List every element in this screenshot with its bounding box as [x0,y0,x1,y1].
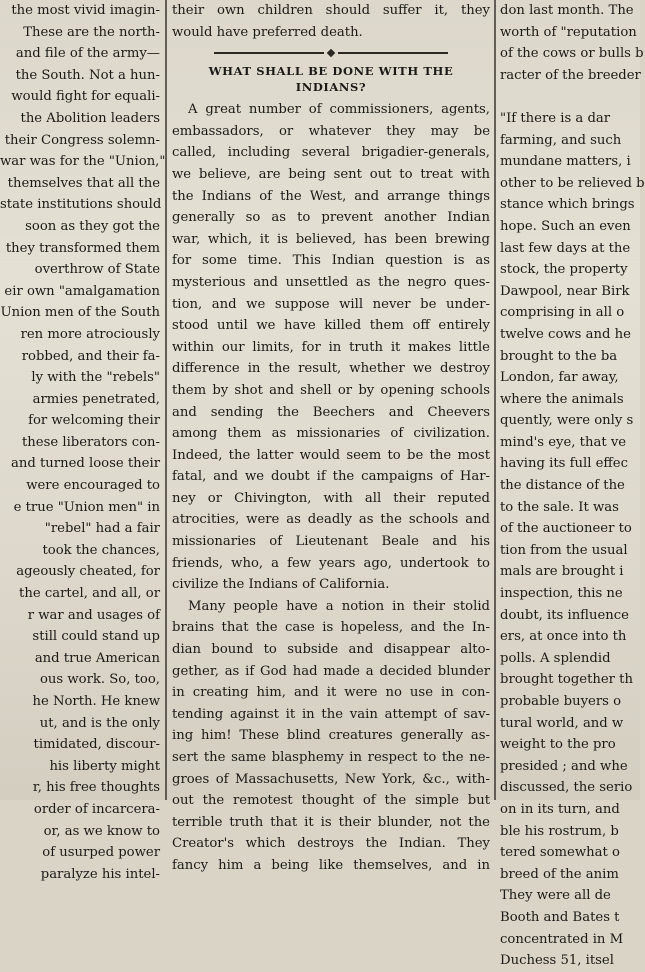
left-column-line: his liberty might [49,758,160,774]
right-column-line: hope. Such an even [500,218,631,234]
right-column-line: where the animals [500,391,624,407]
paragraph-1-line: difference in the result, whether we destroy [172,361,490,377]
right-column-line: inspection, this ne [500,586,623,602]
left-column-line: "rebel" had a fair [44,521,160,537]
right-column-line: having its full effec [500,456,628,472]
right-column-line: stance which brings [500,197,635,213]
right-column-line: probable buyers o [500,694,622,709]
left-column-line: they transformed them [5,240,160,256]
left-column-line: the most vivid imagin- [11,3,160,18]
left-column-line: soon as they got the [25,218,160,234]
paragraph-2-line: out the remotest thought of the simple but [172,793,490,809]
paragraph-2-line: groes of Massachusetts, New York, &c., with- [172,771,490,787]
preceding-article-line: would have preferred death. [172,24,363,40]
paragraph-1-line: war, which, it is believed, has been brewing [172,231,490,247]
right-column-line: quently, were only s [500,413,634,429]
right-column-line: presided ; and whe [500,758,628,774]
right-column-line: the distance of the [500,478,625,494]
left-column-line: still could stand up [32,629,160,645]
left-column-line: the cartel, and all, or [19,586,160,602]
right-column-line: stock, the property [500,262,628,278]
right-column-line: of the cows or bulls b [500,46,644,62]
paragraph-2-line: brains that the case is hopeless, and the In- [172,620,490,636]
right-column-line: on in its turn, and [500,801,620,817]
left-column-line: ut, and is the only [39,715,160,731]
paragraph-2-line: sert the same blasphemy in respect to the ne- [172,750,490,765]
left-column-line: r war and usages of [27,607,160,623]
paragraph-2-line: tending against it in the vain attempt of sav- [172,706,490,722]
paragraph-1-line: civilize the Indians of California. [172,577,390,593]
left-column-line: r, his free thoughts [32,780,160,796]
left-column-line: the South. Not a hun- [15,67,160,83]
right-column-line: worth of "reputation [500,24,637,40]
right-column-line: tered somewhat o [500,845,620,861]
paragraph-1-line: generally so as to prevent another Indian [172,210,490,226]
paragraph-1-line: friends, who, a few years ago, undertook to [172,555,490,571]
left-column-line: of usurped power [42,845,160,861]
left-column-line: eir own "amalgamation [4,283,160,299]
right-column-line: brought together th [500,672,633,688]
right-column-line: polls. A splendid [500,650,611,666]
right-column-line: mind's eye, that ve [500,434,627,450]
right-column-line [500,86,640,108]
right-column-line: last few days at the [500,240,631,256]
column-rule-right [494,0,496,800]
paragraph-2-line: in creating him, and it were no use in con- [172,685,490,701]
left-column-line: took the chances, [42,542,160,558]
left-column-line: war was for the "Union," [0,154,166,170]
left-column-line: ageously cheated, for [16,564,160,580]
paragraph-1-line: and sending the Beechers and Cheevers [172,404,490,420]
right-column-line: to the sale. It was [500,499,619,515]
right-column-line: concentrated in M [500,931,624,947]
left-column-line: and true American [34,650,160,666]
paragraph-1-line: among them as missionaries of civilization. [172,426,490,442]
right-column-line: Dawpool, near Birk [500,283,630,299]
paragraph-1-line: called, including several brigadier-generals, [172,145,490,161]
right-column-line: tural world, and w [500,715,624,731]
paragraph-1-line: embassadors, or whatever they may be [172,123,490,139]
left-column-line: and file of the army— [15,46,160,62]
paragraph-1-line: mysterious and unsettled as the negro ques- [172,274,490,290]
left-column-line: timidated, discour- [33,737,160,753]
paragraph-1-line: missionaries of Lieutenant Beale and his [172,534,490,550]
paragraph-1-line: them by shot and shell or by opening schools [172,382,490,398]
right-column-line: mundane matters, i [500,154,631,170]
paragraph-1-line: A great number of commissioners, agents, [188,102,490,118]
left-column [0,0,166,882]
right-column-line: comprising in all o [500,305,625,321]
right-column-line: ers, at once into th [500,629,627,645]
right-column-line: mals are brought i [500,564,624,580]
left-column-line: their Congress solemn- [4,132,160,148]
paragraph-2-line: gether, as if God had made a decided blunder [172,663,490,679]
left-column-line: the Abolition leaders [20,110,160,126]
paragraph-1-line: within our limits, for in truth it makes little [172,339,490,355]
column-rule-left [165,0,167,800]
paragraph-2-line: Creator's which destroys the Indian. They [172,836,490,852]
right-column-line: They were all de [500,888,611,904]
paragraph-1-line: tion, and we suppose will never be under- [172,296,490,312]
right-column-line: discussed, the serio [500,780,633,796]
left-column-line: Union men of the South [0,305,160,321]
middle-column [172,0,490,873]
paragraph-1-line: atrocities, were as deadly as the schools and [172,512,490,528]
left-column-line: for welcoming their [28,413,160,429]
left-column-line: These are the north- [23,24,160,40]
paragraph-1-line: stood until we have killed them off entirely [172,318,490,334]
right-column-line: Duchess 51, itsel [500,953,614,969]
right-column-line: doubt, its influence [500,607,629,623]
left-column-line: ren more atrociously [20,326,160,342]
paragraph-1-line: the Indians of the West, and arrange things [172,188,490,204]
paragraph-1-line: fatal, and we doubt if the campaigns of Har- [172,469,490,485]
article-paragraph-1 [172,99,490,596]
paragraph-1-line: Indeed, the latter would seem to be the most [172,447,490,463]
right-column-line: of the auctioneer to [500,521,632,537]
left-column-line: order of incarcera- [33,801,160,817]
preceding-article-line: their own children should suffer it, they [172,3,490,18]
right-column-line: weight to the pro [500,737,616,753]
right-column-line: "If there is a dar [500,110,611,126]
left-column-line: or, as we know to [43,823,160,839]
right-column-line: tion from the usual [500,542,628,558]
left-column-line: e true "Union men" in [13,499,160,515]
left-column-line: would fight for equali- [11,89,160,105]
paragraph-2-line: terrible truth that it is their blunder, not the [172,814,490,830]
right-column [500,0,645,969]
paragraph-2-line: ing him! These blind creatures generally as- [172,728,490,744]
left-column-line: ous work. So, too, [39,672,160,688]
section-divider [172,47,490,59]
left-column-line: he North. He knew [32,694,160,709]
left-column-line: state institutions should [0,197,162,213]
right-column-line: Booth and Bates t [500,909,620,925]
left-column-line: were encouraged to [26,478,160,494]
right-column-line: racter of the breeder [500,67,641,83]
left-column-line: robbed, and their fa- [21,348,160,364]
paragraph-1-line: for some time. This Indian question is as [172,253,490,269]
paragraph-1-line: we believe, are being sent out to treat with [172,166,490,182]
article-paragraph-2 [172,596,490,877]
right-column-line: ble his rostrum, b [500,823,619,839]
left-column-line: these liberators con- [22,434,160,450]
right-column-line: breed of the anim [500,866,619,882]
right-column-line: brought to the ba [500,348,618,364]
paragraph-2-line: dian bound to subside and disappear alto- [172,642,490,658]
left-column-line: themselves that all the [7,175,160,191]
right-column-line: other to be relieved b [500,175,645,191]
left-column-line: paralyze his intel- [40,866,160,882]
preceding-article-end [172,0,490,43]
left-column-line: overthrow of State [34,262,160,278]
paragraph-1-line: ney or Chivington, with all their reputed [172,490,490,506]
paragraph-2-line: fancy him a being like themselves, and in [172,857,490,873]
paragraph-2-line: Many people have a notion in their stolid [188,598,490,614]
left-column-line: armies penetrated, [32,391,160,407]
article-headline: WHAT SHALL BE DONE WITH THE INDIANS? [208,64,454,95]
right-column-line: London, far away, [500,370,619,386]
right-column-line: twelve cows and he [500,326,631,342]
left-column-line: and turned loose their [11,456,160,472]
right-column-line: don last month. The [500,3,634,18]
left-column-line: ly with the "rebels" [31,370,160,386]
right-column-line: farming, and such [500,132,622,148]
